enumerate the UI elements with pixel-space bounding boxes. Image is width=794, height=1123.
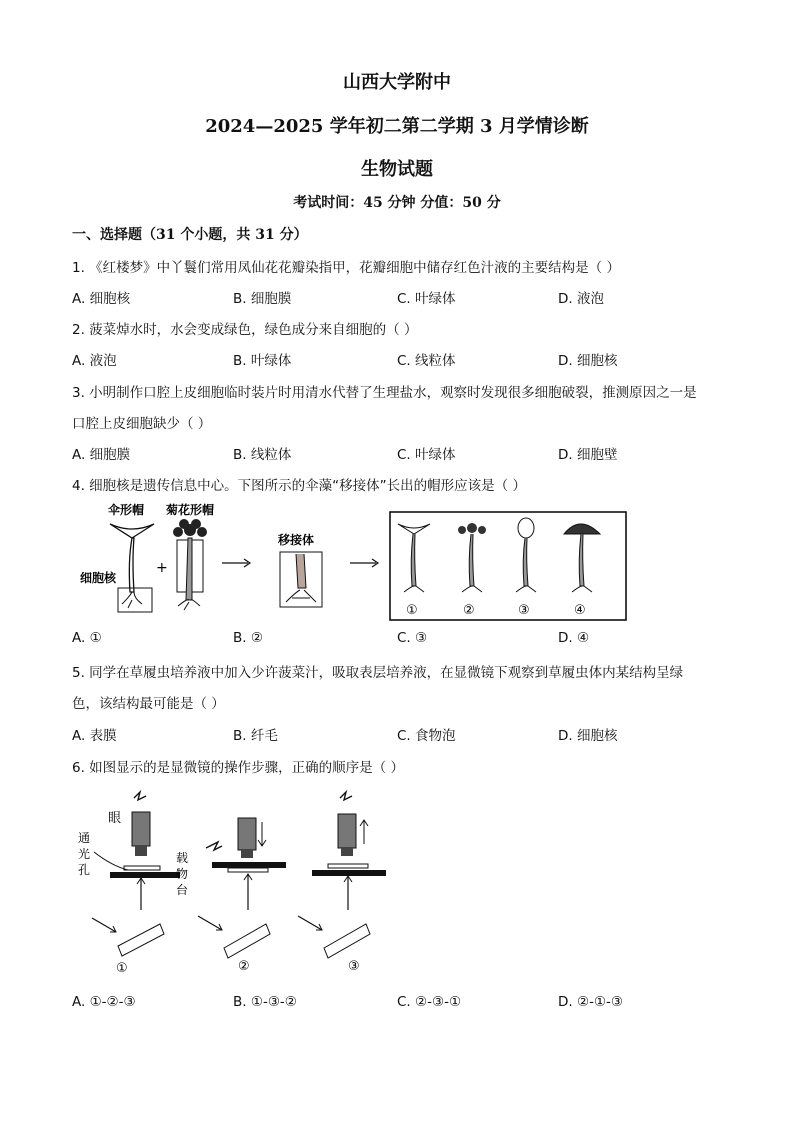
question-6-stem: 6. 如图显示的是显微镜的操作步骤，正确的顺序是（ ） — [72, 760, 404, 776]
fig6-num-1: ① — [116, 961, 128, 976]
microscope-step-2-icon — [198, 818, 286, 958]
option-4-alga-icon — [564, 524, 600, 592]
subject-title: 生物试题 — [361, 159, 433, 180]
q6-option-a[interactable]: A. ①-②-③ — [72, 994, 136, 1010]
q2-option-b[interactable]: B. 叶绿体 — [233, 353, 292, 369]
question-3-stem-cont: 口腔上皮细胞缺少（ ） — [72, 416, 212, 432]
label-stage-3: 台 — [176, 883, 189, 897]
section-title: 一、选择题（31 个小题，共 31 分） — [72, 227, 308, 243]
label-light-hole-1: 通 — [78, 831, 91, 845]
q1-option-b[interactable]: B. 细胞膜 — [233, 291, 292, 307]
option-1-alga-icon — [398, 524, 430, 592]
q6-option-b[interactable]: B. ①-③-② — [233, 994, 297, 1010]
q3-option-a[interactable]: A. 细胞膜 — [72, 447, 131, 463]
fig4-num-4: ④ — [574, 603, 586, 618]
q5-option-a[interactable]: A. 表膜 — [72, 728, 117, 744]
option-3-alga-icon — [516, 518, 536, 592]
label-nucleus: 细胞核 — [80, 571, 117, 585]
question-4-stem: 4. 细胞核是遗传信息中心。下图所示的伞藻“移接体”长出的帽形应该是（ ） — [72, 478, 526, 494]
plus-sign: + — [156, 560, 168, 576]
label-stage-2: 物 — [176, 867, 189, 881]
exam-title: 2024—2025 学年初二第二学期 3 月学情诊断 — [205, 116, 589, 137]
q4-option-a[interactable]: A. ① — [72, 630, 102, 646]
q4-option-d[interactable]: D. ④ — [558, 630, 590, 646]
q4-option-b[interactable]: B. ② — [233, 630, 263, 646]
q3-option-d[interactable]: D. 细胞壁 — [558, 447, 618, 463]
graft-icon — [280, 552, 322, 607]
q5-option-d[interactable]: D. 细胞核 — [558, 728, 618, 744]
label-chrysanthemum-cap: 菊花形帽 — [166, 503, 215, 517]
label-stage-1: 载 — [176, 851, 189, 865]
q6-option-d[interactable]: D. ②-①-③ — [558, 994, 624, 1010]
q2-option-d[interactable]: D. 细胞核 — [558, 353, 618, 369]
question-1-stem: 1. 《红楼梦》中丫鬟们常用凤仙花花瓣染指甲，花瓣细胞中储存红色汁液的主要结构是（ ） — [72, 260, 620, 276]
q1-option-c[interactable]: C. 叶绿体 — [397, 291, 456, 307]
label-graft: 移接体 — [278, 533, 315, 547]
fig6-num-3: ③ — [348, 959, 360, 974]
q5-option-b[interactable]: B. 纤毛 — [233, 728, 278, 744]
question-5-stem: 5. 同学在草履虫培养液中加入少许菠菜汁，吸取表层培养液，在显微镜下观察到草履虫体内某结构呈绿 — [72, 665, 684, 681]
fig4-num-1: ① — [406, 603, 418, 618]
microscope-step-1-icon — [92, 792, 180, 956]
label-umbrella-cap: 伞形帽 — [108, 503, 145, 517]
q5-option-c[interactable]: C. 食物泡 — [397, 728, 456, 744]
q3-option-b[interactable]: B. 线粒体 — [233, 447, 292, 463]
microscope-step-3-icon — [298, 792, 386, 958]
label-eye: 眼 — [108, 811, 122, 826]
exam-info: 考试时间：45 分钟 分值：50 分 — [293, 195, 501, 211]
option-2-alga-icon — [458, 523, 486, 592]
chrysanthemum-alga-icon — [173, 519, 207, 610]
label-light-hole-3: 孔 — [78, 863, 91, 877]
q1-option-d[interactable]: D. 液泡 — [558, 291, 604, 307]
question-2-stem: 2. 菠菜焯水时，水会变成绿色，绿色成分来自细胞的（ ） — [72, 322, 418, 338]
q4-option-c[interactable]: C. ③ — [397, 630, 428, 646]
q2-option-a[interactable]: A. 液泡 — [72, 353, 117, 369]
microscope-steps-figure — [72, 784, 392, 976]
acetabularia-figure — [70, 500, 630, 625]
fig6-num-2: ② — [238, 959, 250, 974]
fig4-num-2: ② — [463, 603, 475, 618]
umbrella-alga-icon — [110, 524, 154, 612]
q3-option-c[interactable]: C. 叶绿体 — [397, 447, 456, 463]
q6-option-c[interactable]: C. ②-③-① — [397, 994, 462, 1010]
q2-option-c[interactable]: C. 线粒体 — [397, 353, 456, 369]
school-title: 山西大学附中 — [343, 72, 451, 93]
question-3-stem: 3. 小明制作口腔上皮细胞临时装片时用清水代替了生理盐水，观察时发现很多细胞破裂，推测原因之一是 — [72, 385, 697, 401]
label-light-hole-2: 光 — [78, 847, 91, 861]
question-5-stem-cont: 色，该结构最可能是（ ） — [72, 696, 225, 712]
fig4-num-3: ③ — [518, 603, 530, 618]
q1-option-a[interactable]: A. 细胞核 — [72, 291, 131, 307]
